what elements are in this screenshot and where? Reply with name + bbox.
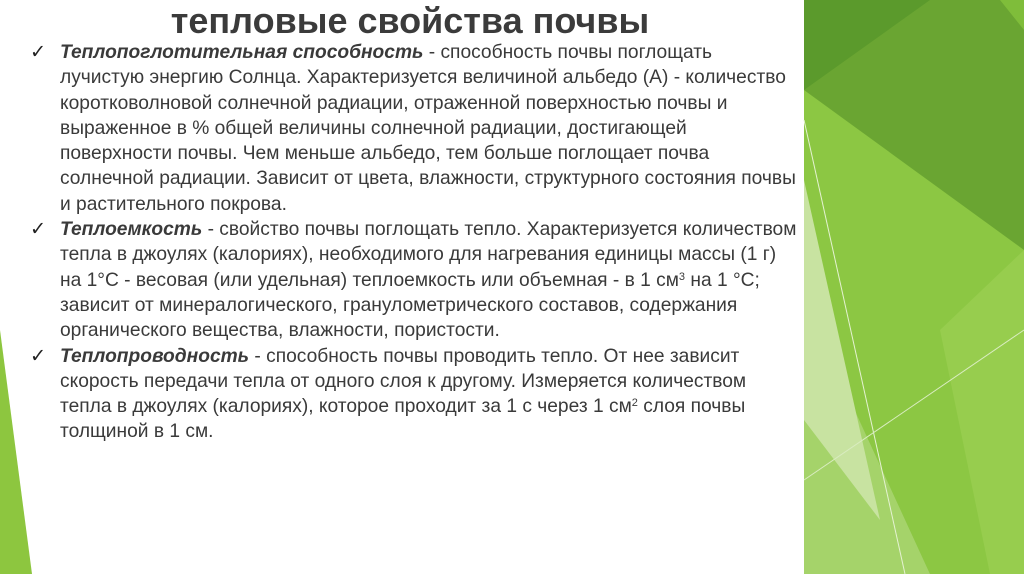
superscript: 3 xyxy=(678,270,686,283)
bullet-text: - способность почвы проводить тепло. От нее зависит скорость передачи тепла от одного слоя к другому. Измеряется количеством тепла в джоулях (калориях), которое проходит за 1 с через 1 см xyxy=(60,345,747,418)
slide-title: тепловые свойства почвы xyxy=(170,0,650,41)
bullet-heat-absorption xyxy=(30,40,800,217)
bullet-text-cont: на 1 °С; зависит от минералогического, гранулометрического составов, содержания органического вещества, влажности, пористости. xyxy=(60,269,760,342)
bullet-term: Теплопроводность xyxy=(60,345,250,367)
checkmark-icon: ✓ xyxy=(30,42,47,63)
bullet-text: - способность почвы поглощать лучистую энергию Солнца. Характеризуется величиной альбедо (А) - количество коротковолновой солнечной радиации, отраженной поверхностью почвы и выраженное в % общей величины солнечной радиации, достигающей поверхности почвы. Чем меньше альбедо, тем больше поглощает почва солнечной радиации. Зависит от цвета, влажности, структурного состояния почвы и растительного покрова. xyxy=(60,42,796,215)
bullet-text-cont: слоя почвы толщиной в 1 см. xyxy=(60,396,746,443)
checkmark-icon: ✓ xyxy=(30,345,47,367)
left-green-sliver xyxy=(0,330,32,574)
bullet-thermal-conductivity xyxy=(30,344,800,445)
bullet-heat-capacity xyxy=(30,217,800,343)
bullet-text: - свойство почвы поглощать тепло. Характеризуется количеством тепла в джоулях (калориях), необходимого для нагревания единицы массы (1 г) на 1°С - весовая (или удельная) теплоемкость или объемная - в 1 см xyxy=(60,219,797,291)
bullet-term: Теплопоглотительная способность xyxy=(60,42,424,63)
superscript: 2 xyxy=(631,397,638,410)
bullet-term: Теплоемкость xyxy=(60,219,203,241)
checkmark-icon: ✓ xyxy=(30,219,47,241)
content-body xyxy=(30,40,800,445)
